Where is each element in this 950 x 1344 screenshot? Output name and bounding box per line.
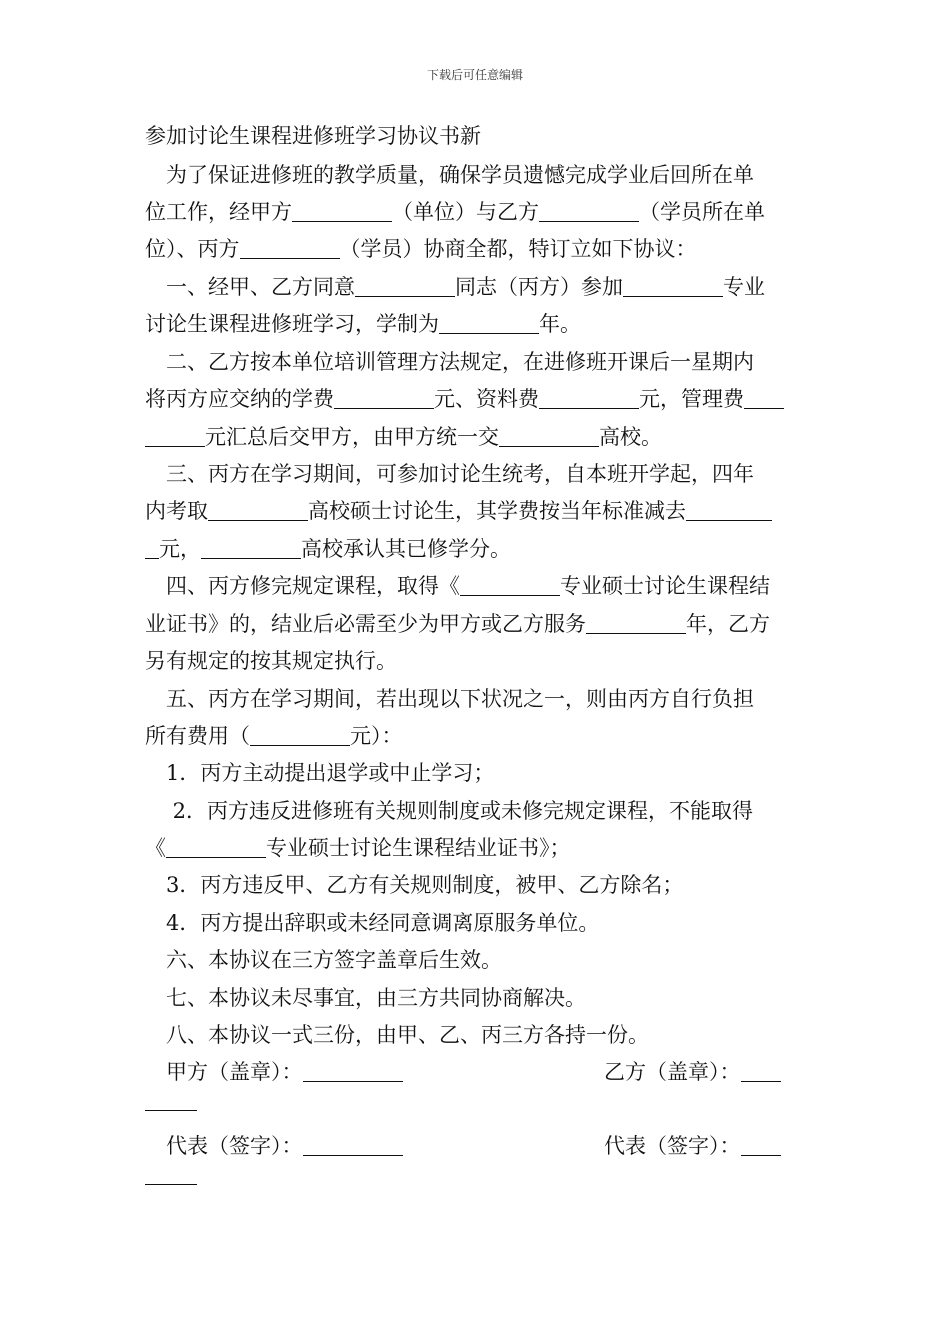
blank-field[interactable] bbox=[292, 200, 392, 222]
text-line bbox=[145, 608, 770, 638]
blank-field[interactable] bbox=[623, 275, 723, 297]
text-segment: 元、资料费 bbox=[434, 387, 539, 411]
text-segment: 业证书》的，结业后必需至少为甲方或乙方服务 bbox=[145, 612, 586, 636]
text-segment: 专业硕士讨论生课程结 bbox=[560, 574, 770, 598]
blank-field[interactable] bbox=[686, 499, 772, 521]
blank-field[interactable] bbox=[250, 724, 350, 746]
text-segment: 高校承认其已修学分。 bbox=[301, 537, 511, 561]
text-line bbox=[145, 271, 765, 301]
text-segment: 所有费用（ bbox=[145, 724, 250, 748]
party-a-seal-line bbox=[166, 1056, 403, 1086]
text-line: 3．丙方违反甲、乙方有关规则制度，被甲、乙方除名； bbox=[145, 873, 684, 897]
document-title: 参加讨论生课程进修班学习协议书新 bbox=[145, 124, 481, 148]
text-line bbox=[145, 720, 403, 750]
text-segment: 四、丙方修完规定课程，取得《 bbox=[145, 574, 460, 598]
party-b-seal-field-continued[interactable] bbox=[145, 1110, 197, 1111]
text-segment: 年，乙方 bbox=[686, 612, 770, 636]
text-line bbox=[145, 570, 770, 600]
text-line: 1．丙方主动提出退学或中止学习； bbox=[145, 761, 495, 785]
text-line: 八、本协议一式三份，由甲、乙、丙三方各持一份。 bbox=[145, 1023, 649, 1047]
text-line: 4．丙方提出辞职或未经同意调离原服务单位。 bbox=[145, 911, 600, 935]
blank-field[interactable] bbox=[586, 612, 686, 634]
rep-a-field[interactable] bbox=[303, 1134, 403, 1156]
text-segment: 一、经甲、乙方同意 bbox=[145, 275, 355, 299]
text-line bbox=[145, 533, 511, 563]
text-segment: 内考取 bbox=[145, 499, 208, 523]
text-segment: 元）： bbox=[350, 724, 403, 748]
blank-field[interactable] bbox=[460, 574, 560, 596]
blank-field[interactable] bbox=[355, 275, 455, 297]
rep-b-label: 代表（签字）： bbox=[604, 1134, 741, 1158]
text-segment: （学员）协商全都，特订立如下协议： bbox=[339, 237, 697, 261]
text-segment: 年。 bbox=[539, 312, 581, 336]
text-line bbox=[145, 308, 581, 338]
text-line bbox=[145, 495, 772, 525]
blank-field[interactable] bbox=[539, 387, 639, 409]
blank-field[interactable] bbox=[539, 200, 639, 222]
party-a-seal-label: 甲方（盖章）： bbox=[166, 1060, 303, 1084]
rep-b-field[interactable] bbox=[741, 1134, 781, 1156]
text-line: 二、乙方按本单位培训管理方法规定，在进修班开课后一星期内 bbox=[145, 350, 754, 374]
text-segment: 元， bbox=[159, 537, 201, 561]
rep-a-line bbox=[166, 1130, 403, 1160]
blank-field[interactable] bbox=[439, 312, 539, 334]
party-b-seal-line bbox=[604, 1056, 781, 1086]
text-segment: 讨论生课程进修班学习，学制为 bbox=[145, 312, 439, 336]
party-a-seal-field[interactable] bbox=[303, 1060, 403, 1082]
text-segment: 专业硕士讨论生课程结业证书》； bbox=[266, 836, 571, 860]
text-line bbox=[145, 832, 571, 862]
rep-b-field-continued[interactable] bbox=[145, 1184, 197, 1185]
text-segment: 位工作，经甲方 bbox=[145, 200, 292, 224]
text-line bbox=[145, 383, 784, 413]
rep-b-line bbox=[604, 1130, 781, 1160]
text-segment: 同志（丙方）参加 bbox=[455, 275, 623, 299]
text-segment: 专业 bbox=[723, 275, 765, 299]
text-line: 五、丙方在学习期间，若出现以下状况之一，则由丙方自行负担 bbox=[145, 687, 754, 711]
text-segment: 位）、丙方 bbox=[145, 237, 240, 261]
page-header: 下载后可任意编辑 bbox=[426, 68, 523, 82]
blank-field[interactable] bbox=[145, 425, 205, 447]
text-line: 三、丙方在学习期间，可参加讨论生统考，自本班开学起，四年 bbox=[145, 462, 754, 486]
blank-field[interactable] bbox=[499, 425, 599, 447]
text-segment: 元汇总后交甲方，由甲方统一交 bbox=[205, 425, 499, 449]
text-segment: 高校。 bbox=[599, 425, 662, 449]
blank-field[interactable] bbox=[166, 836, 266, 858]
blank-field[interactable] bbox=[201, 537, 301, 559]
blank-field[interactable] bbox=[240, 237, 340, 259]
text-segment: 将丙方应交纳的学费 bbox=[145, 387, 334, 411]
text-segment: 《 bbox=[145, 836, 166, 860]
text-segment: 高校硕士讨论生，其学费按当年标准减去 bbox=[308, 499, 686, 523]
blank-field[interactable] bbox=[145, 537, 159, 559]
text-line bbox=[145, 421, 662, 451]
rep-a-label: 代表（签字）： bbox=[166, 1134, 303, 1158]
text-line: 另有规定的按其规定执行。 bbox=[145, 649, 397, 673]
party-b-seal-label: 乙方（盖章）： bbox=[604, 1060, 741, 1084]
text-segment: （学员所在单 bbox=[639, 200, 765, 224]
text-line: 2．丙方违反进修班有关规则制度或未修完规定课程，不能取得 bbox=[145, 799, 754, 823]
text-segment: 元，管理费 bbox=[639, 387, 744, 411]
text-segment: （单位）与乙方 bbox=[392, 200, 539, 224]
blank-field[interactable] bbox=[208, 499, 308, 521]
blank-field[interactable] bbox=[334, 387, 434, 409]
text-line bbox=[145, 233, 697, 263]
text-line: 七、本协议未尽事宜，由三方共同协商解决。 bbox=[145, 986, 586, 1010]
text-line: 六、本协议在三方签字盖章后生效。 bbox=[145, 948, 502, 972]
text-line: 为了保证进修班的教学质量，确保学员遗憾完成学业后回所在单 bbox=[145, 163, 754, 187]
blank-field[interactable] bbox=[744, 387, 784, 409]
party-b-seal-field[interactable] bbox=[741, 1060, 781, 1082]
text-line bbox=[145, 196, 765, 226]
